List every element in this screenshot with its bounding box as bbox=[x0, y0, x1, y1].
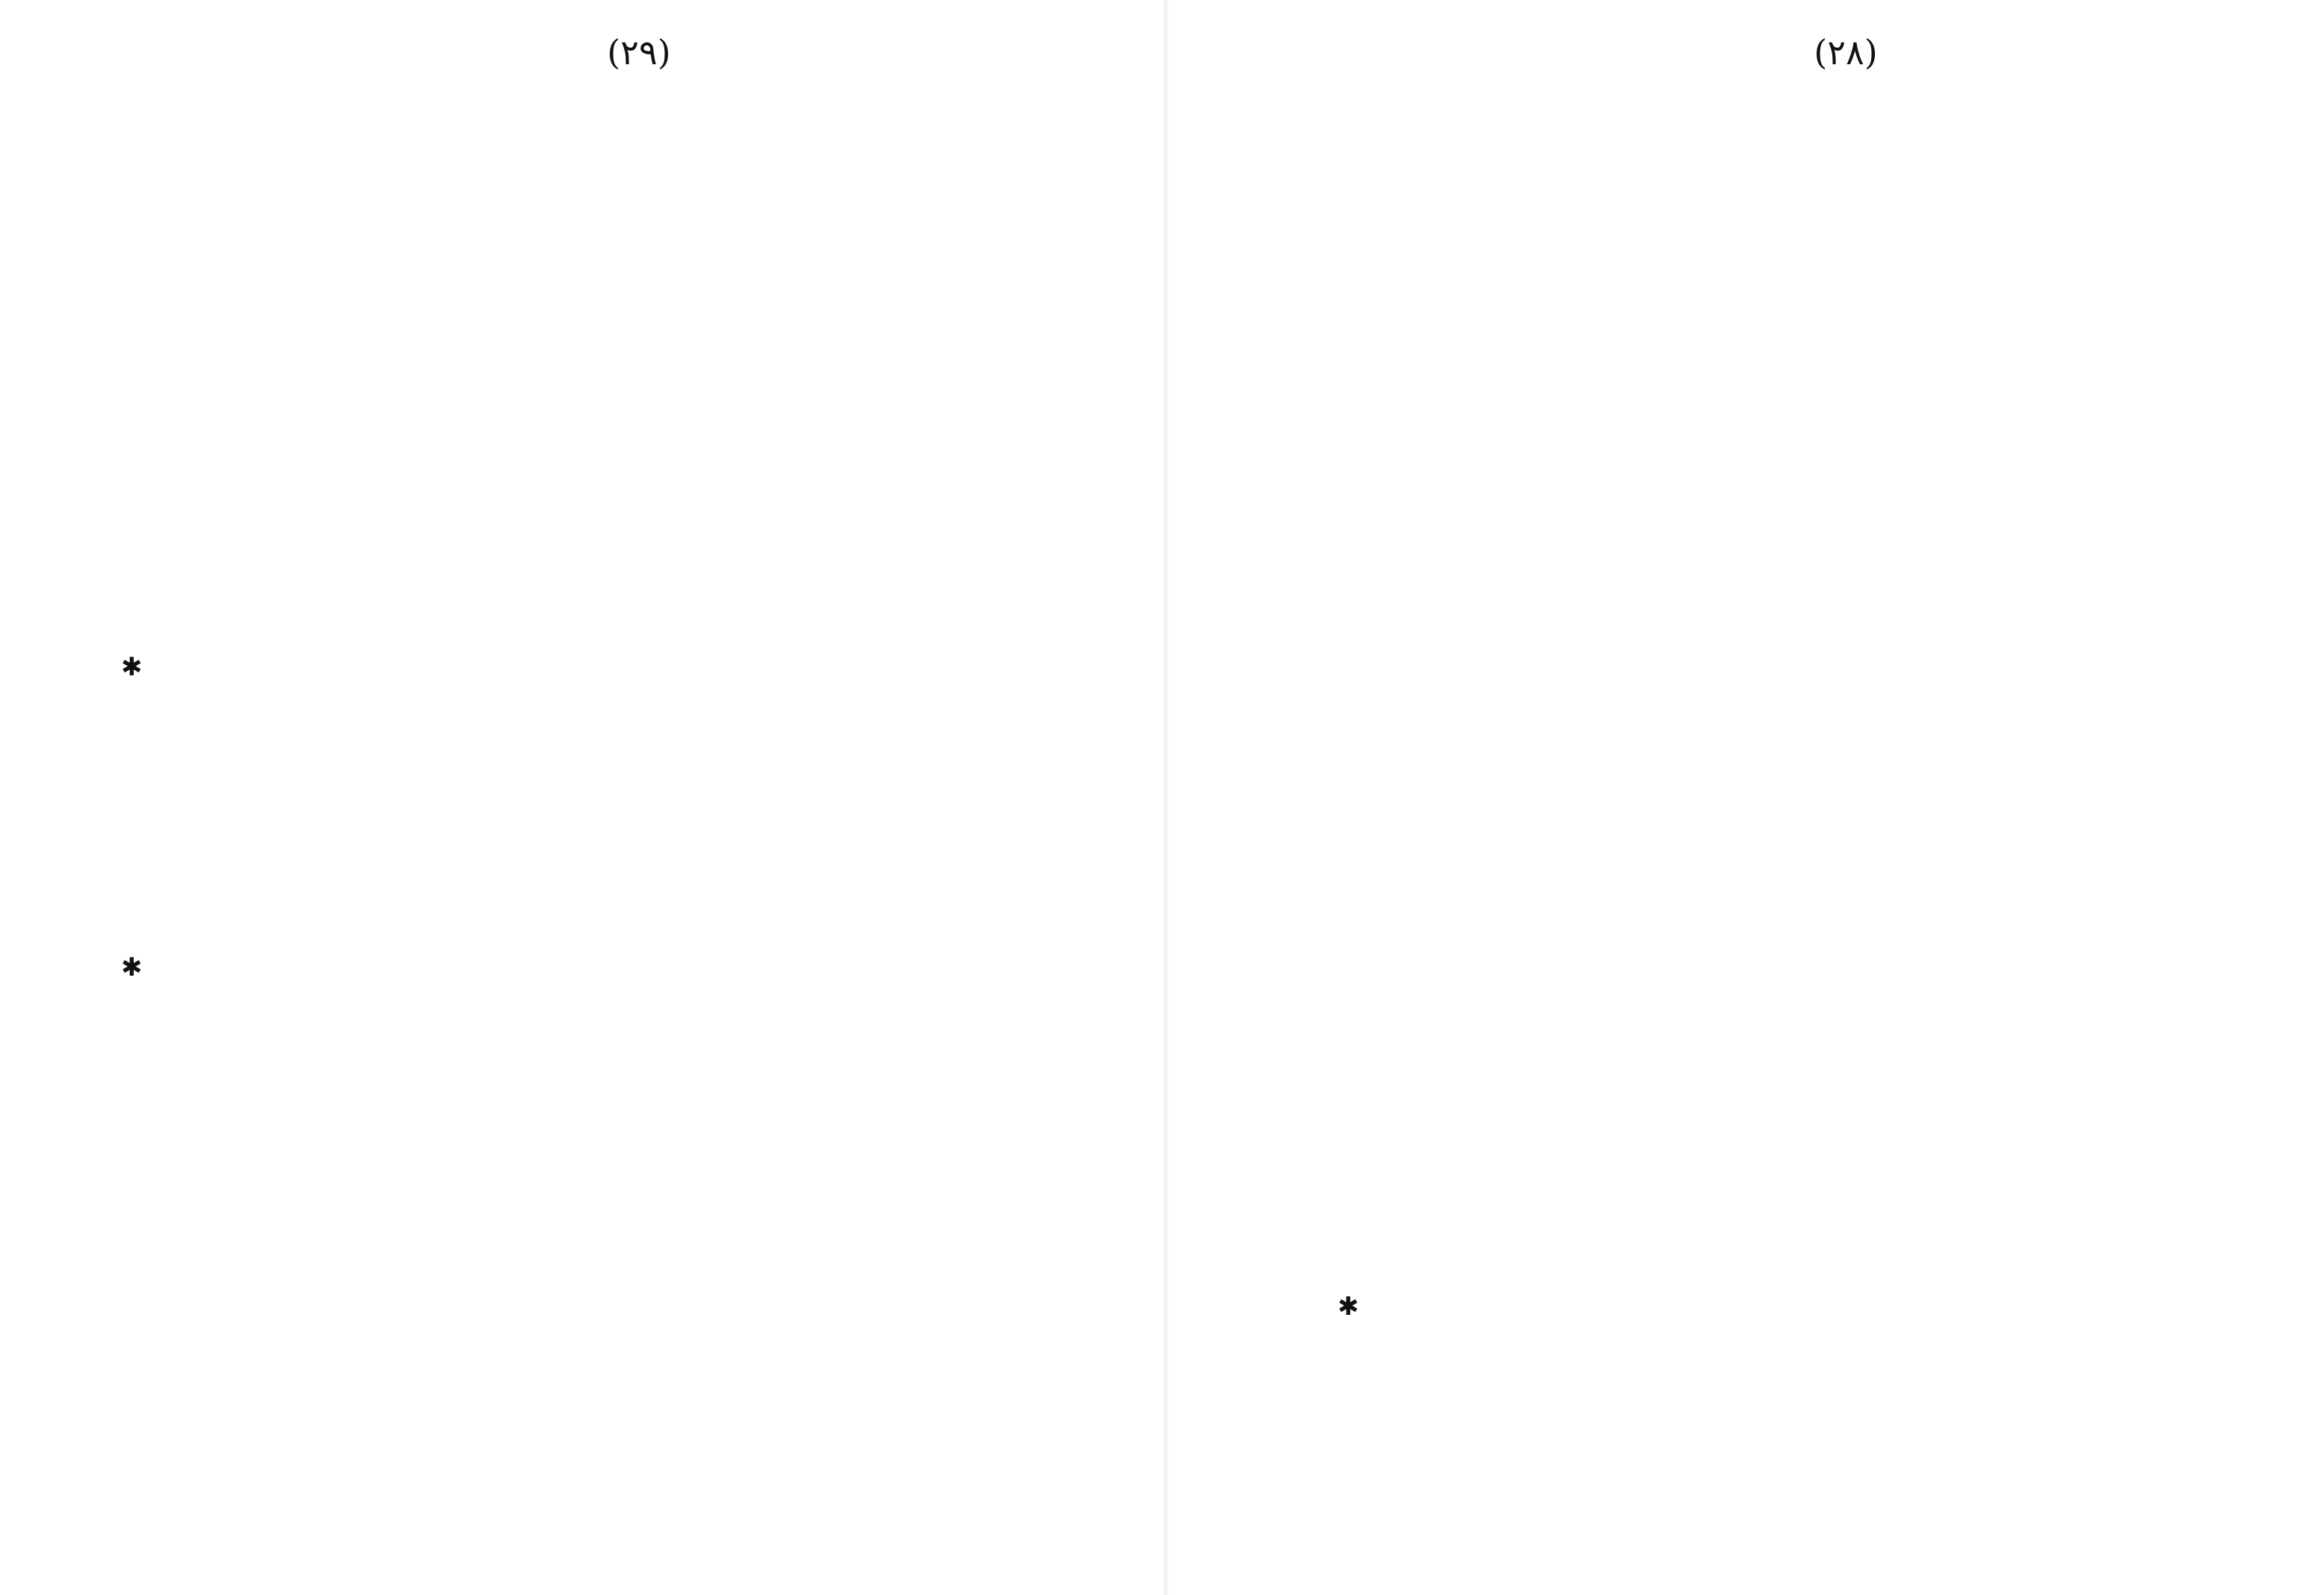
text-line bbox=[157, 372, 1121, 412]
text-line bbox=[1367, 251, 2324, 291]
text-line bbox=[157, 937, 1121, 977]
text-line bbox=[157, 291, 1121, 332]
text-line bbox=[157, 533, 1121, 574]
text-line bbox=[1367, 775, 2324, 816]
page-number-right: (٢٨) bbox=[1814, 32, 1878, 72]
text-line bbox=[157, 1421, 1121, 1461]
text-line bbox=[157, 1502, 1121, 1542]
text-line bbox=[157, 90, 1121, 130]
text-line bbox=[1367, 372, 2324, 412]
text-line bbox=[157, 896, 1121, 937]
text-line bbox=[1367, 412, 2324, 453]
text-line bbox=[157, 1018, 1121, 1058]
text-line bbox=[1367, 977, 2324, 1018]
text-line bbox=[1367, 1461, 2324, 1502]
text-line bbox=[1367, 1018, 2324, 1058]
text-line bbox=[1367, 654, 2324, 695]
text-line bbox=[1367, 332, 2324, 372]
text-line bbox=[1367, 1421, 2324, 1461]
left-page bbox=[157, 30, 1121, 1550]
text-line bbox=[1367, 695, 2324, 735]
margin-marker-left-1: ✱ bbox=[121, 652, 143, 682]
text-line bbox=[1367, 896, 2324, 937]
book-gutter bbox=[1162, 0, 1169, 1595]
text-line bbox=[1367, 1502, 2324, 1542]
left-page-text bbox=[157, 90, 1121, 1542]
text-line bbox=[157, 614, 1121, 654]
text-line bbox=[1367, 816, 2324, 856]
margin-marker-left-2: ✱ bbox=[121, 953, 143, 982]
text-line bbox=[157, 211, 1121, 251]
text-line bbox=[1367, 453, 2324, 493]
text-line bbox=[157, 775, 1121, 816]
text-line bbox=[1367, 1340, 2324, 1381]
text-line bbox=[157, 1381, 1121, 1421]
text-line bbox=[1367, 1098, 2324, 1139]
text-line bbox=[157, 251, 1121, 291]
text-line bbox=[1367, 1219, 2324, 1260]
text-line bbox=[157, 1139, 1121, 1179]
text-line bbox=[1367, 1058, 2324, 1098]
right-page-text bbox=[1367, 90, 2324, 1542]
text-line bbox=[157, 1219, 1121, 1260]
text-line bbox=[157, 493, 1121, 533]
text-line bbox=[157, 735, 1121, 775]
text-line bbox=[157, 332, 1121, 372]
text-line bbox=[157, 977, 1121, 1018]
text-line bbox=[1367, 574, 2324, 614]
text-line bbox=[1367, 1139, 2324, 1179]
text-line bbox=[1367, 90, 2324, 130]
text-line bbox=[157, 412, 1121, 453]
text-line bbox=[157, 453, 1121, 493]
text-line bbox=[1367, 211, 2324, 251]
text-line bbox=[1367, 1300, 2324, 1340]
margin-marker-right-1: ✱ bbox=[1338, 1292, 1359, 1322]
text-line bbox=[157, 1179, 1121, 1219]
right-page bbox=[1367, 30, 2324, 1550]
text-line bbox=[1367, 533, 2324, 574]
text-line bbox=[157, 856, 1121, 896]
text-line bbox=[1367, 130, 2324, 170]
text-line bbox=[1367, 937, 2324, 977]
text-line bbox=[157, 130, 1121, 170]
text-line bbox=[157, 1260, 1121, 1300]
text-line bbox=[1367, 291, 2324, 332]
text-line bbox=[1367, 1179, 2324, 1219]
text-line bbox=[1367, 1260, 2324, 1300]
text-line bbox=[1367, 170, 2324, 211]
text-line bbox=[1367, 1381, 2324, 1421]
text-line bbox=[157, 1340, 1121, 1381]
text-line bbox=[1367, 735, 2324, 775]
text-line bbox=[157, 1098, 1121, 1139]
text-line bbox=[157, 695, 1121, 735]
page-number-left: (٢٩) bbox=[607, 32, 671, 72]
text-line bbox=[157, 1461, 1121, 1502]
text-line bbox=[1367, 493, 2324, 533]
text-line bbox=[157, 654, 1121, 695]
text-line bbox=[157, 170, 1121, 211]
text-line bbox=[157, 1058, 1121, 1098]
text-line bbox=[157, 574, 1121, 614]
text-line bbox=[1367, 856, 2324, 896]
text-line bbox=[157, 816, 1121, 856]
text-line bbox=[157, 1300, 1121, 1340]
text-line bbox=[1367, 614, 2324, 654]
